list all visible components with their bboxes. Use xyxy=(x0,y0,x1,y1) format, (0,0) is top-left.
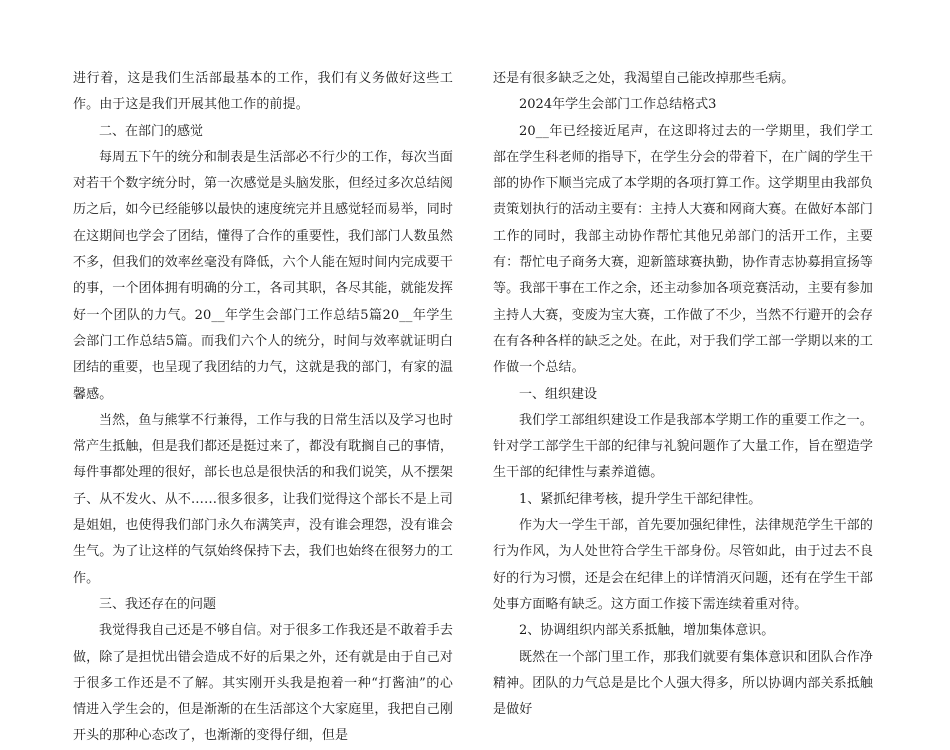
section-heading: 一、组织建设 xyxy=(519,386,598,402)
paragraph: 作为大一学生干部，首先要加强纪律性，法律规范学生干部的行为作风，为人处世符合学生干部身份。尽管如此，由于过去不良好的行为习惯，还是会在纪律上的详情消灭问题，还有在学生干部处事方面略有缺乏。这方面工作接下需连续着重对待。 xyxy=(493,518,873,612)
paragraph: 20__年已经接近尾声，在这即将过去的一学期里，我们学工部在学生科老师的指导下，在学生分会的带着下，在广阔的学生干部的协作下顺当完成了本学期的各项打算工作。这学期里由我部负责策划执行的活动主要有：主持人大赛和网商大赛。在做好本部门工作的同时，我部主动协作帮忙其他兄弟部门的活开工作，主要有：帮忙电子商务大赛，迎新篮球赛执勤，协作青志协募捐宣扬等等。我部干事在工作之余，还主动参加各项竞赛活动，主要有参加主持人大赛，变废为宝大赛，工作做了不少，当然不行避开的会存在有各种各样的缺乏之处。在此，对于我们学工部一学期以来的工作做一个总结。 xyxy=(493,123,873,376)
section-heading: 1、紧抓纪律考核，提升学生干部纪律性。 xyxy=(519,491,762,507)
section-heading: 2024年学生会部门工作总结格式3 xyxy=(519,97,717,113)
paragraph: 我们学工部组织建设工作是我部本学期工作的重要工作之一。针对学工部学生干部的纪律与礼貌问题作了大量工作，旨在塑造学生干部的纪律性与素养道德。 xyxy=(493,412,873,481)
left-column xyxy=(73,66,453,750)
section-heading: 三、我还存在的问题 xyxy=(99,596,217,612)
paragraph: 进行着，这是我们生活部最基本的工作，我们有义务做好这些工作。由于这是我们开展其他工作的前提。 xyxy=(73,71,453,113)
paragraph: 我觉得我自己还是不够自信。对于很多工作我还是不敢着手去做，除了是担忧出错会造成不好的后果之外，还有就是由于自己对于很多工作还是不了解。其实刚开头我是抱着一种“打酱油”的心情进入学生会的，但是渐渐的在生活部这个大家庭里，我把自己刚开头的那种心态改了，也渐渐的变得仔细，但是 xyxy=(73,623,453,744)
paragraph: 每周五下午的统分和制表是生活部必不行少的工作，每次当面对若干个数字统分时，第一次感觉是头脑发胀，但经过多次总结阅历之后，如今已经能够以最快的速度统完并且感觉轻而易举，同时在这期间也学会了团结，懂得了合作的重要性，我们部门人数虽然不多，但我们的效率丝毫没有降低，六个人能在短时间内完成要干的事，一个团体拥有明确的分工，各司其职，各尽其能，就能发挥好一个团队的力气。20__年学生会部门工作总结5篇20__年学生会部门工作总结5篇。而我们六个人的统分，时间与效率就证明白团结的重要，也呈现了我团结的力气，这就是我的部门，有家的温馨感。 xyxy=(73,149,453,402)
right-column xyxy=(493,66,873,723)
paragraph: 还是有很多缺乏之处，我渴望自己能改掉那些毛病。 xyxy=(493,71,795,86)
paragraph: 既然在一个部门里工作，那我们就要有集体意识和团队合作净精神。团队的力气总是是比个人强大得多，所以协调内部关系抵触是做好 xyxy=(493,649,873,718)
paragraph: 当然，鱼与熊掌不行兼得，工作与我的日常生活以及学习也时常产生抵触，但是我们都还是挺过来了，都没有耽搁自己的事情，每件事都处理的很好，部长也总是很快活的和我们说笑，从不摆架子、从不发火、从不……很多很多，让我们觉得这个部长不是上司是姐姐，也使得我们部门永久布满笑声，没有谁会理怨，没有谁会生气。为了让这样的气氛始终保持下去，我们也始终在很努力的工作。 xyxy=(73,412,453,586)
section-heading: 2、协调组织内部关系抵触，增加集体意识。 xyxy=(519,623,775,639)
section-heading: 二、在部门的感觉 xyxy=(99,123,204,139)
